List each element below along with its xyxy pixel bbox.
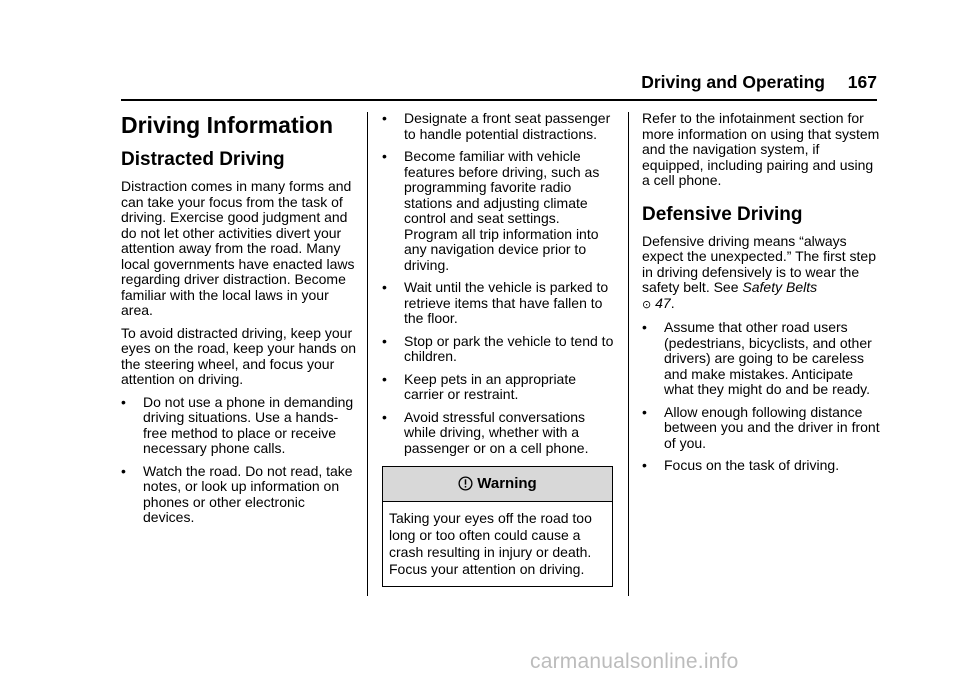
list-item <box>382 280 614 327</box>
list-item-text: Do not use a phone in demanding driving situations. Use a hands-free method to place or receive necessary phone calls. <box>143 393 354 456</box>
bullet-marker: • <box>382 408 387 425</box>
bullet-marker: • <box>642 319 647 335</box>
list-item-text: Assume that other road users (pedestrians, bicyclists, and other drivers) are going to be careless and make mistakes. Anticipate what they might do and be ready. <box>664 319 872 397</box>
bullet-marker: • <box>382 370 387 387</box>
list-item-text: Designate a front seat passenger to handle potential distractions. <box>404 110 611 142</box>
header-rule <box>121 99 877 101</box>
bullet-marker: • <box>382 279 387 295</box>
page-reference-icon: ⊙ <box>642 298 652 311</box>
column-2 <box>382 108 614 587</box>
list-item <box>121 395 357 457</box>
list-item <box>121 464 357 526</box>
defensive-driving-paragraph <box>642 234 880 314</box>
bullet-marker: • <box>382 110 387 126</box>
safety-belts-reference[interactable]: Safety Belts <box>742 279 818 295</box>
defensive-driving-text: Defensive driving means “always expect the unexpected.” The first step in driving defensively is to wear the safety belt. See <box>642 232 876 295</box>
bullet-marker: • <box>382 332 387 349</box>
infotainment-paragraph: Refer to the infotainment section for more information on using that system and the navigation system, if equipped, including pairing and using a cell phone. <box>642 110 880 188</box>
list-item-text: Wait until the vehicle is parked to retrieve items that have fallen to the floor. <box>404 279 609 326</box>
column-3 <box>642 108 880 474</box>
bullet-marker: • <box>382 148 387 164</box>
list-item <box>382 149 614 273</box>
reference-page-number[interactable]: 47 <box>655 294 671 311</box>
section-title: Driving and Operating <box>641 72 825 92</box>
list-item-text: Stop or park the vehicle to tend to children. <box>404 332 614 364</box>
distracted-driving-heading: Distracted Driving <box>121 149 285 170</box>
paragraph-end: . <box>670 294 675 311</box>
list-item <box>642 405 880 452</box>
distraction-paragraph: Distraction comes in many forms and can take your focus from the task of driving. Exercise good judgment and do not let other activities divert your attention away from the road. Many local governments have enacted laws regarding driver distraction. Become familiar with the local laws in your area. <box>121 178 355 318</box>
page-header <box>121 72 877 96</box>
warning-text: Taking your eyes off the road too long or too often could cause a crash resulting in injury or death. Focus your attention on driving. <box>389 510 592 577</box>
list-item <box>642 320 880 398</box>
bullet-marker: • <box>642 403 647 420</box>
bullet-marker: • <box>642 457 647 473</box>
warning-header <box>383 467 612 502</box>
warning-title: Warning <box>477 475 537 492</box>
warning-box <box>382 466 613 587</box>
list-item-text: Allow enough following distance between you and the driver in front of you. <box>664 403 880 451</box>
warning-triangle-icon <box>458 476 473 491</box>
column-divider <box>367 112 368 596</box>
list-item <box>382 111 614 142</box>
list-item-text: Avoid stressful conversations while driving, whether with a passenger or on a cell phone. <box>404 408 589 456</box>
page-title: Driving Information <box>121 112 334 138</box>
defensive-driving-heading: Defensive Driving <box>642 203 803 225</box>
watermark: carmanualsonline.info <box>530 650 739 673</box>
bullet-marker: • <box>121 462 126 479</box>
list-item-text: Become familiar with vehicle features before driving, such as programming favorite radio stations and adjusting climate control and seat settings. Program all trip information into any navigation device prior to driving. <box>404 148 600 273</box>
column-divider <box>628 112 629 596</box>
column-1 <box>121 108 357 526</box>
list-item <box>382 372 614 403</box>
list-item <box>382 410 614 457</box>
page-number: 167 <box>847 72 877 92</box>
list-item-text: Focus on the task of driving. <box>664 457 840 473</box>
bullet-marker: • <box>121 393 126 410</box>
list-item-text: Watch the road. Do not read, take notes, or look up information on phones or other electronic devices. <box>143 462 353 525</box>
list-item <box>382 334 614 365</box>
avoid-distraction-paragraph: To avoid distracted driving, keep your eyes on the road, keep your hands on the steering wheel, and focus your attention on driving. <box>121 324 357 387</box>
list-item-text: Keep pets in an appropriate carrier or restraint. <box>404 370 577 402</box>
list-item <box>642 458 880 474</box>
